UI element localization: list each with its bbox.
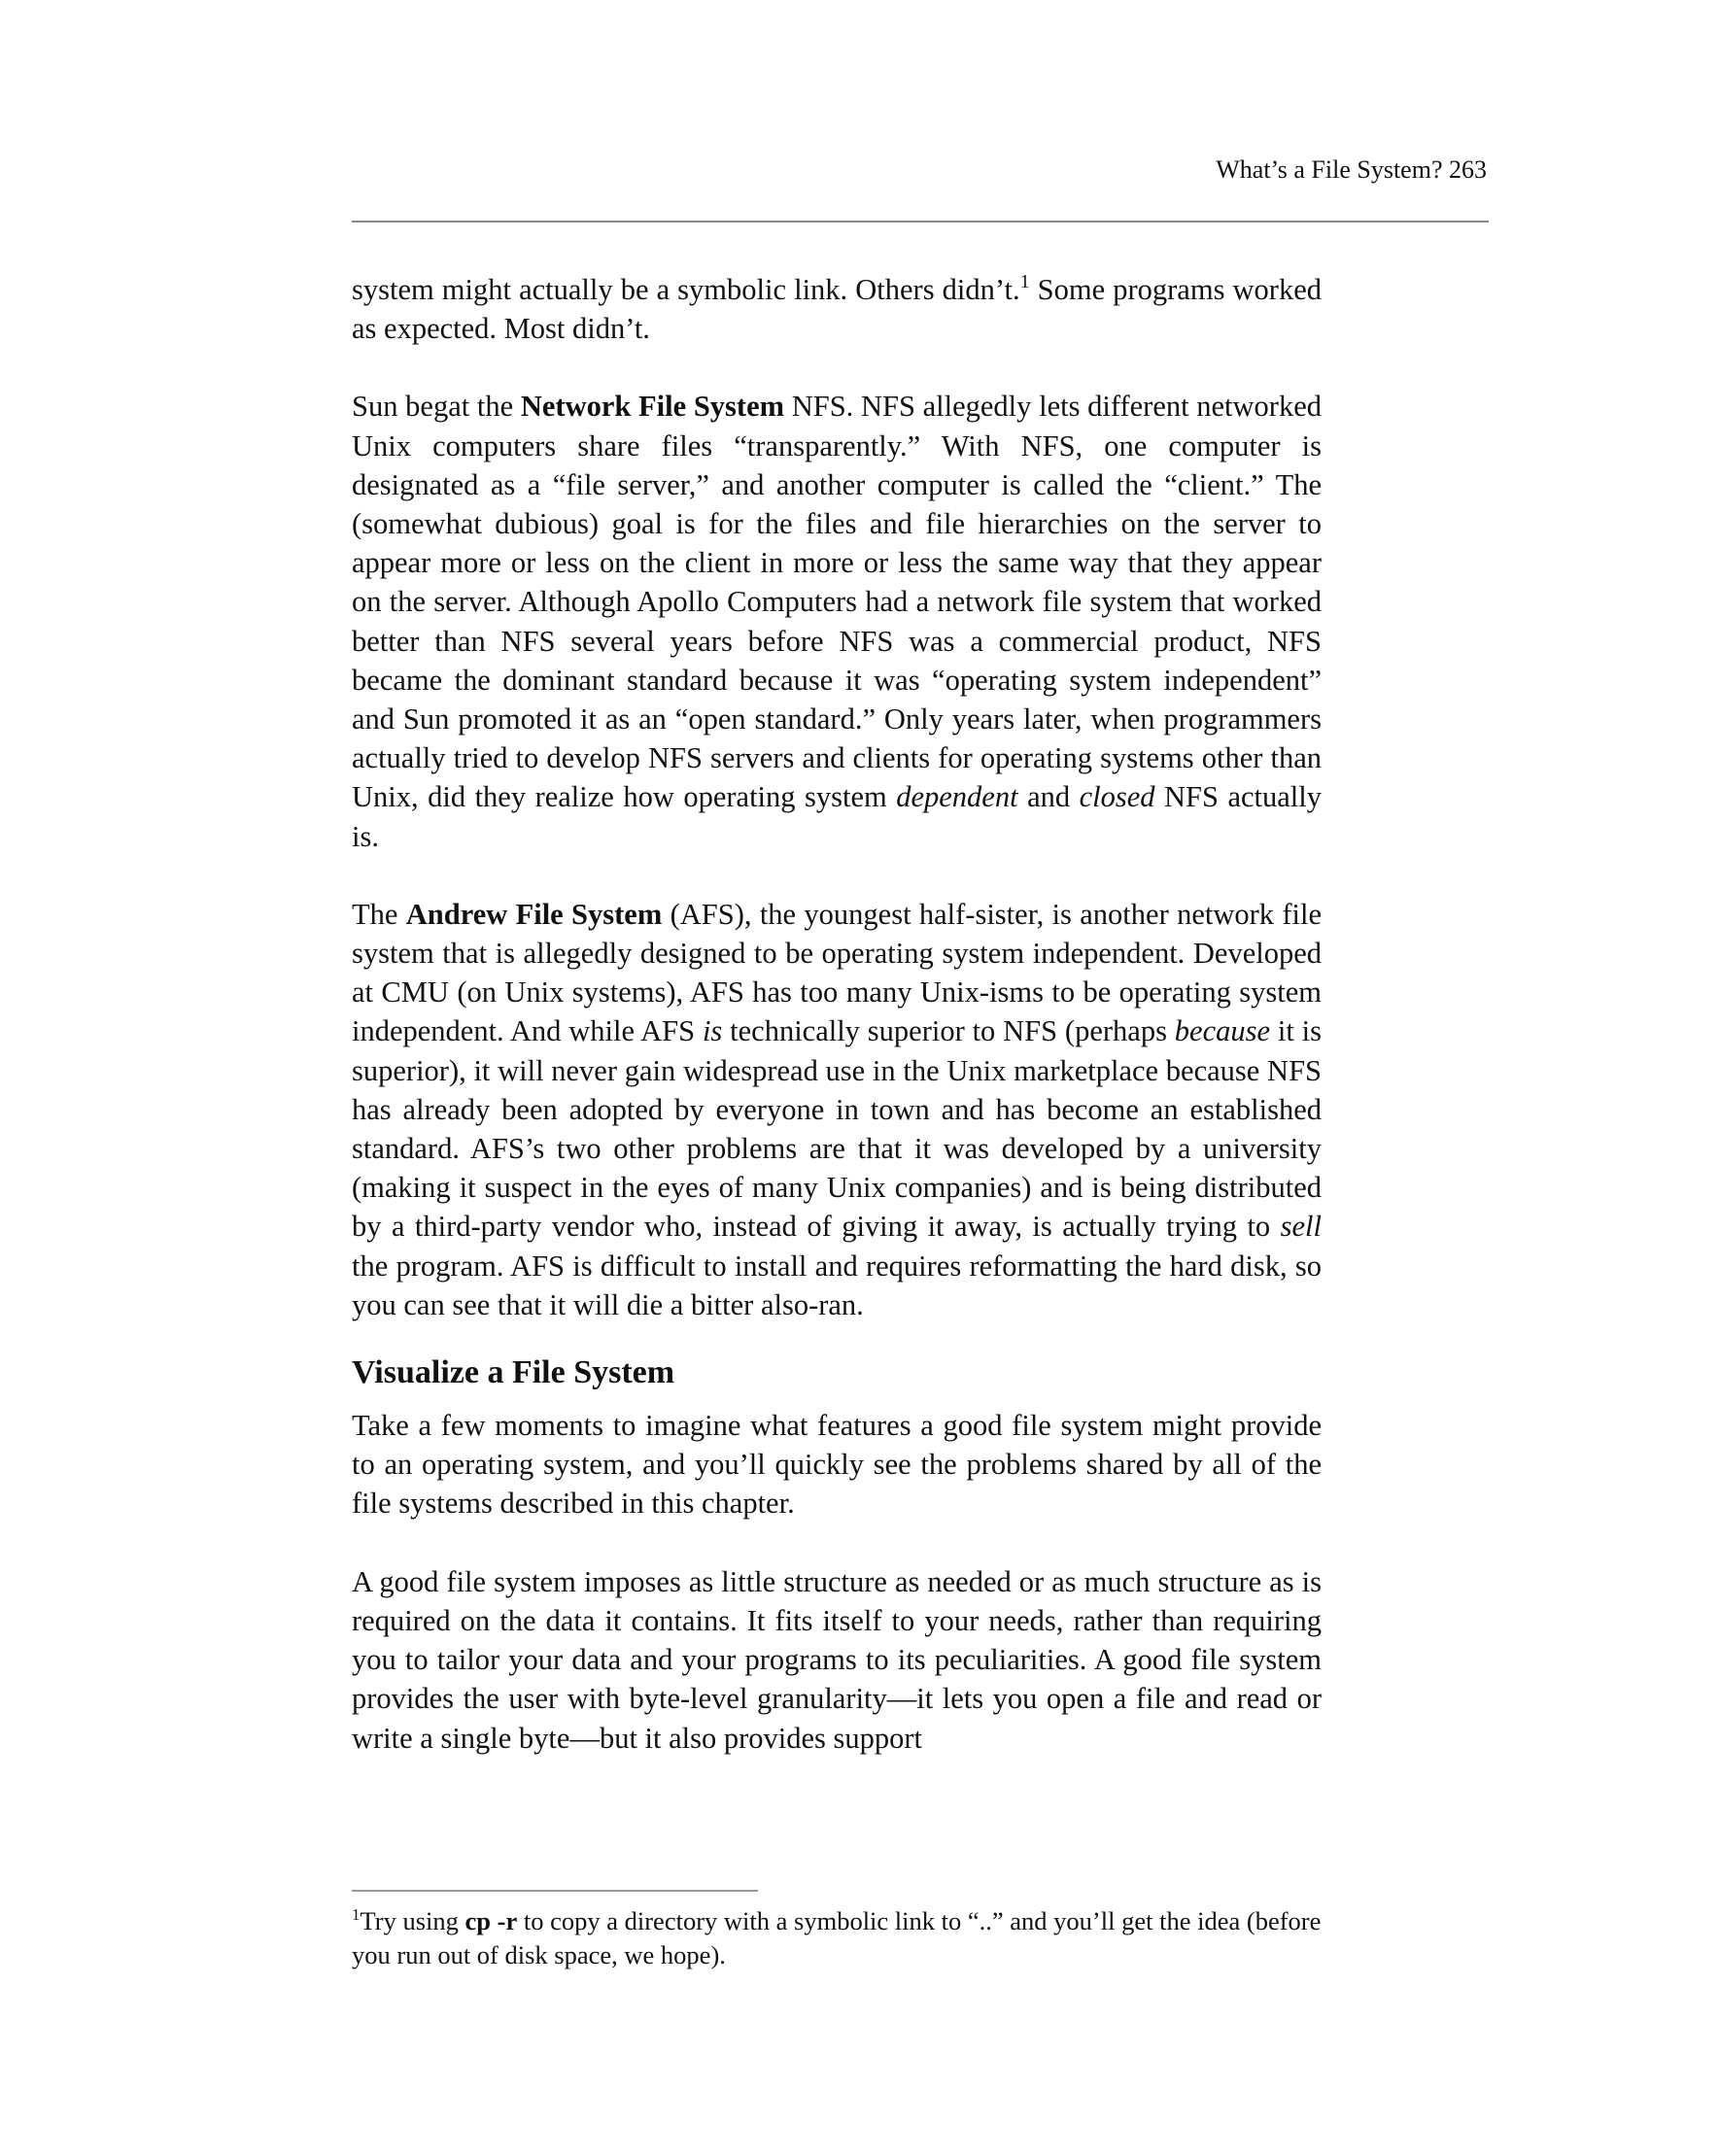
bold-term: cp -r — [464, 1906, 518, 1935]
emphasis: because — [1174, 1014, 1271, 1048]
text-run: NFS actually is. — [352, 780, 1322, 853]
text-run: The — [352, 897, 406, 931]
text-run: it is superior), it will never gain widespread use in the Unix marketplace because NFS has already been adopted by everyone in town and has become an established standard. AFS’s two other problems are that it was developed by a university (making it suspect in the eyes of many Unix companies) and is being distributed by a third-party vendor who, instead of giving it away, is actually trying to — [352, 1014, 1323, 1244]
text-run: Try using — [360, 1906, 465, 1935]
text-run: (AFS), the youngest half-sister, is another network file system that is allegedly designed to be operating system independent. Developed at CMU (on Unix systems), AFS has too many Unix-isms to be operating system independent. And while AFS — [352, 897, 1322, 1048]
text-run: system might actually be a symbolic link. Others didn’t. — [352, 273, 1020, 306]
text-run: Take a few moments to imagine what features a good file system might provide to an operating system, and you’ll quickly see the problems shared by all of the file systems described in this chapter. — [352, 1409, 1322, 1521]
emphasis: dependent — [896, 780, 1018, 814]
header-rule — [352, 221, 1489, 222]
emphasis: is — [702, 1014, 723, 1048]
bold-term: Network File System — [520, 390, 785, 424]
emphasis: closed — [1079, 780, 1155, 814]
text-run: the program. AFS is difficult to install and requires reformatting the hard disk, so you can see that it will die a bitter also-ran. — [352, 1249, 1322, 1321]
footnote-marker: 1 — [352, 1905, 361, 1924]
paragraph — [352, 1562, 1322, 1758]
paragraph — [352, 270, 1322, 348]
footnote-text — [352, 1906, 1321, 1969]
paragraph — [352, 387, 1322, 855]
text-run: Sun begat the — [352, 390, 521, 424]
emphasis: sell — [1280, 1210, 1322, 1244]
running-head: What’s a File System? 263 — [1216, 155, 1487, 184]
text-run: and — [1017, 780, 1080, 814]
footnote-rule — [352, 1890, 758, 1892]
text-run: NFS. NFS allegedly lets different networked Unix computers share files “transparently.” With NFS, one computer is designated as a “file server,” and another computer is called the “client.” The (somewhat dubious) goal is for the files and file hierarchies on the server to appear more or less on the client in more or less the same way that they appear on the server. Although Apollo Computers had a network file system that worked better than NFS several years before NFS was a commercial product, NFS became the dominant standard because it was “operating system independent” and Sun promoted it as an “open standard.” Only years later, when programmers actually tried to develop NFS servers and clients for operating systems other than Unix, did they realize how operating system — [352, 390, 1323, 814]
text-run: Some programs worked as expected. Most didn’t. — [352, 273, 1322, 346]
footnote-reference: 1 — [1019, 271, 1030, 292]
text-run: technically superior to NFS (perhaps — [722, 1014, 1175, 1048]
paragraph — [352, 895, 1322, 1324]
text-run: to copy a directory with a symbolic link to “..” and you’ll get the idea (before you run out of disk space, we hope). — [352, 1906, 1322, 1969]
bold-term: Andrew File System — [405, 897, 663, 931]
paragraph — [352, 1406, 1322, 1523]
body-text — [352, 270, 1322, 1797]
text-run: A good file system imposes as little structure as needed or as much structure as is required on the data it contains. It fits itself to your needs, rather than requiring you to tailor your data and your programs to its peculiarities. A good file system provides the user with byte-level granularity—it lets you open a file and read or write a single byte—but it also provides support — [352, 1564, 1322, 1755]
section-heading: Visualize a File System — [352, 1354, 675, 1391]
footnote — [352, 1904, 1324, 1972]
